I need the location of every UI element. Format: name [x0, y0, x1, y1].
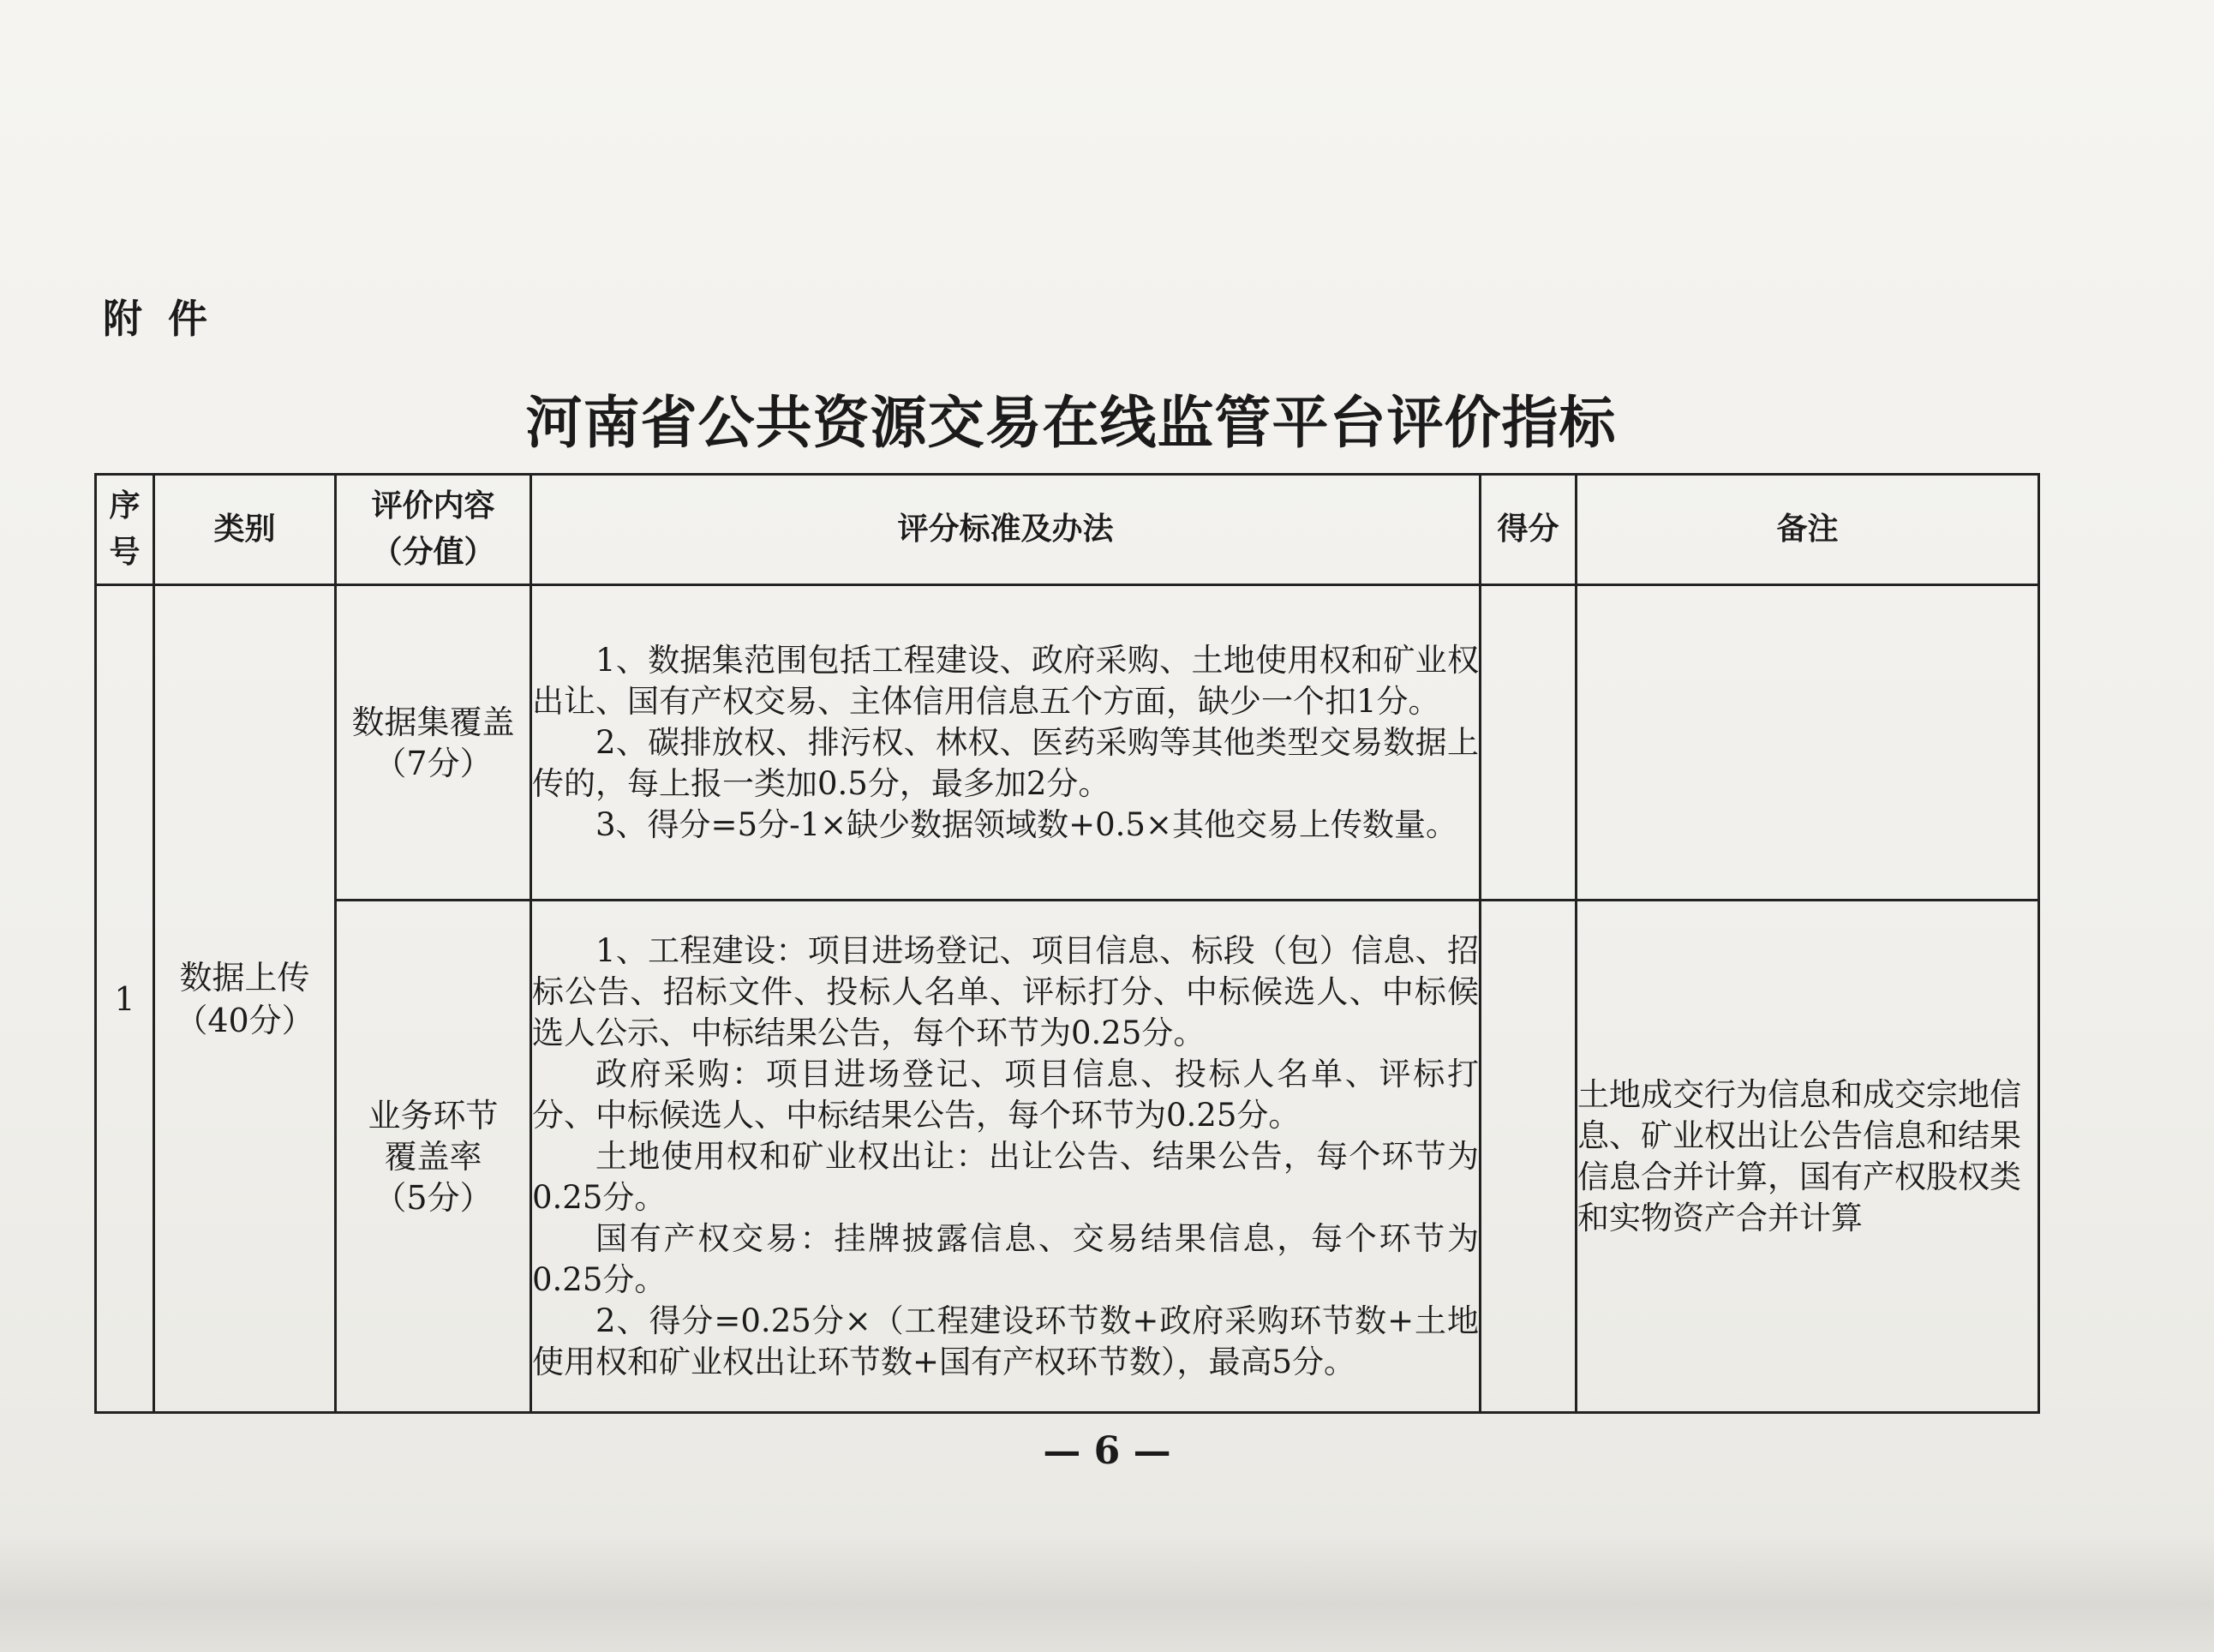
page-title: 河南省公共资源交易在线监管平台评价指标	[525, 390, 1617, 456]
row-serial: 1	[96, 585, 154, 1413]
paper-fold-shadow	[0, 1534, 2214, 1652]
method-paragraph: 政府采购：项目进场登记、项目信息、投标人名单、评标打分、中标候选人、中标结果公告，每个环节为0.25分。	[532, 1055, 1479, 1134]
content-line2: 覆盖率	[384, 1137, 482, 1176]
header-content	[336, 475, 531, 585]
method-paragraph: 2、碳排放权、排污权、林权、医药采购等其他类型交易数据上传的，每上报一类加0.5分，最多加2分。	[532, 723, 1479, 802]
header-serial-line1: 序	[109, 488, 141, 524]
content-business-coverage	[336, 901, 531, 1413]
method-business-coverage	[531, 901, 1481, 1413]
method-paragraph: 2、得分=0.25分×（工程建设环节数+政府采购环节数+土地使用权和矿业权出让环节数+国有产权环节数），最高5分。	[532, 1302, 1479, 1380]
header-method: 评分标准及办法	[531, 475, 1481, 585]
method-paragraph: 1、工程建设：项目进场登记、项目信息、标段（包）信息、招标公告、招标文件、投标人名单、评标打分、中标候选人、中标候选人公示、中标结果公告，每个环节为0.25分。	[532, 931, 1479, 1051]
category-line2: （40分）	[175, 1001, 314, 1039]
header-content-line1: 评价内容	[371, 488, 495, 524]
method-dataset-coverage	[531, 585, 1481, 901]
method-paragraph: 国有产权交易：挂牌披露信息、交易结果信息，每个环节为0.25分。	[532, 1219, 1479, 1298]
remark-cell	[1577, 585, 2039, 901]
table-row	[96, 585, 2039, 901]
method-paragraph: 3、得分=5分-1×缺少数据领域数+0.5×其他交易上传数量。	[595, 805, 1457, 843]
header-serial-line2: 号	[109, 535, 141, 570]
header-remark: 备注	[1577, 475, 2039, 585]
table-row	[96, 901, 2039, 1413]
attachment-label: 附件	[103, 296, 233, 342]
content-line1: 数据集覆盖	[351, 703, 515, 741]
content-line1: 业务环节	[368, 1096, 499, 1134]
row-category	[154, 585, 336, 1413]
content-line2: （7分）	[374, 744, 493, 782]
header-score: 得分	[1481, 475, 1577, 585]
header-category: 类别	[154, 475, 336, 585]
page-number: — 6 —	[1043, 1429, 1171, 1473]
table-header-row	[96, 475, 2039, 585]
method-paragraph: 1、数据集范围包括工程建设、政府采购、土地使用权和矿业权出让、国有产权交易、主体信用信息五个方面，缺少一个扣1分。	[532, 641, 1479, 720]
header-content-line2: （分值）	[371, 535, 495, 570]
method-paragraph: 土地使用权和矿业权出让：出让公告、结果公告，每个环节为0.25分。	[532, 1137, 1479, 1216]
remark-cell: 土地成交行为信息和成交宗地信息、矿业权出让公告信息和结果信息合并计算，国有产权股权类和实物资产合并计算	[1577, 901, 2039, 1413]
category-line1: 数据上传	[179, 958, 310, 997]
score-cell	[1481, 585, 1577, 901]
score-cell	[1481, 901, 1577, 1413]
content-line3: （5分）	[374, 1178, 493, 1217]
content-dataset-coverage	[336, 585, 531, 901]
evaluation-table	[94, 473, 2040, 1414]
header-serial	[96, 475, 154, 585]
